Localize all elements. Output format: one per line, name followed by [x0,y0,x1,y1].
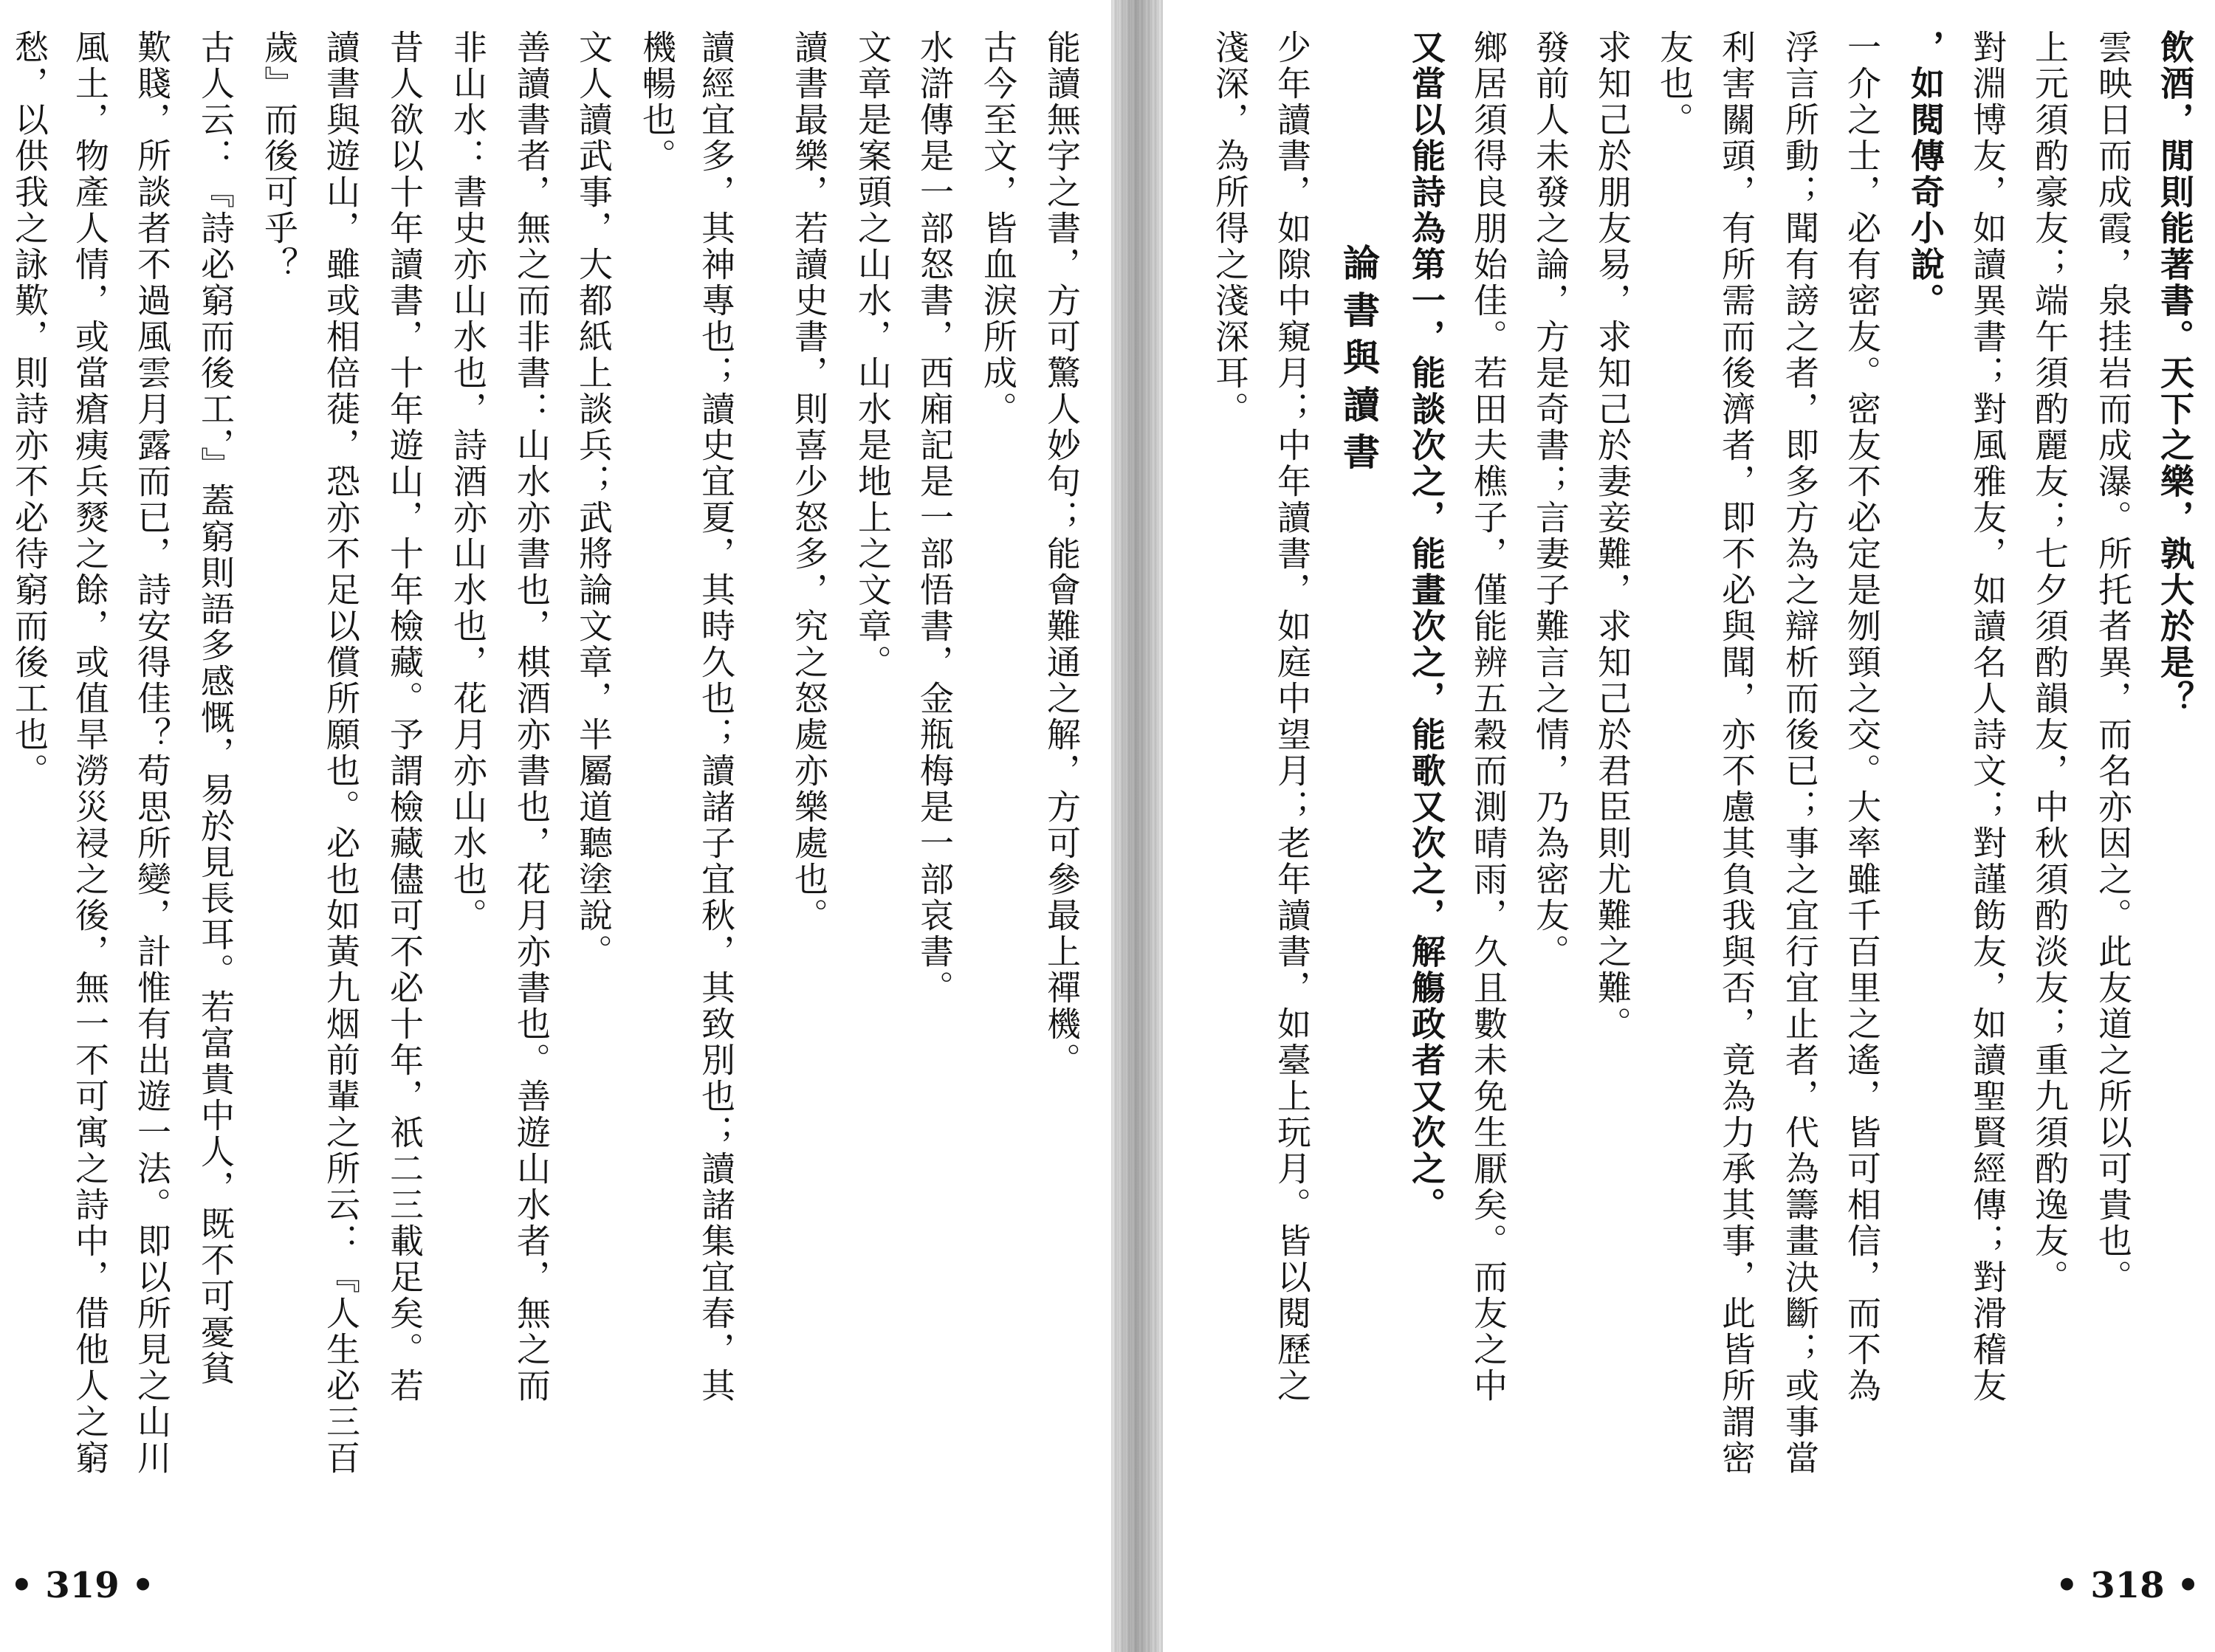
text-column: 歎賤，所談者不過風雲月露而已，詩安得佳？苟思所變，計惟有出遊一法。即以所見之山川 [132,30,172,1476]
text-column: ，如閱傳奇小說。 [1906,30,1946,319]
text-column: 昔人欲以十年讀書，十年遊山，十年檢藏。予謂檢藏儘可不必十年，祇二三載足矣。若 [385,30,425,1404]
text-column: 飲酒，閒則能著書。天下之樂，孰大於是？ [2155,30,2195,717]
text-column: 文章是案頭之山水，山水是地上之文章。 [853,30,893,681]
text-column: 雲映日而成霞，泉挂岩而成瀑。所托者異，而名亦因之。此友道之所以可貴也。 [2093,30,2133,1295]
text-column: 古人云：『詩必窮而後工，』蓋窮則語多感慨，易於見長耳。若富貴中人，既不可憂貧 [196,30,236,1387]
text-column: 又當以能詩為第一，能談次之，能畫次之，能歌又次之，解觴政者又次之。 [1407,30,1446,1223]
text-column: 能讀無字之書，方可驚人妙句；能會難通之解，方可參最上禪機。 [1042,30,1082,1078]
text-column: 求知己於朋友易，求知己於妻妾難，求知己於君臣則尤難之難。 [1593,30,1632,1042]
page-number: • 319 • [10,1565,154,1606]
text-column: 讀經宜多，其神專也；讀史宜夏，其時久也；讀諸子宜秋，其致別也；讀諸集宜春，其 [696,30,736,1404]
text-column: 歲』而後可乎？ [259,30,299,283]
text-column: 讀書最樂，若讀史書，則喜少怒多，究之怒處亦樂處也。 [789,30,829,934]
text-column: 浮言所動；聞有謗之者，即多方為之辯析而後已；事之宜行宜止者，代為籌畫決斷；或事當 [1780,30,1820,1476]
page-318 [1159,0,2215,1652]
text-column: 利害關頭，有所需而後濟者，即不必與聞，亦不慮其負我與否，竟為力承其事，此皆所謂密 [1717,30,1756,1476]
text-column: 善讀書者，無之而非書：山水亦書也，棋酒亦書也，花月亦書也。善遊山水者，無之而 [512,30,552,1404]
text-column: 讀書與遊山，雖或相倍蓰，恐亦不足以償所願也。必也如黃九烟前輩之所云：『人生必三百 [321,30,361,1476]
text-column: 一介之士，必有密友。密友不必定是刎頸之交。大率雖千百里之遙，皆可相信，而不為 [1842,30,1882,1404]
binding-gutter [1111,0,1163,1652]
text-column: 文人讀武事，大都紙上談兵；武將論文章，半屬道聽塗說。 [574,30,614,970]
text-column: 風土，物產人情，或當瘡痍兵燹之餘，或值旱澇災祲之後，無一不可寓之詩中，借他人之窮 [70,30,110,1476]
text-column: 機暢也。 [637,30,677,174]
text-column: 發前人未發之論，方是奇書；言妻子難言之情，乃為密友。 [1531,30,1570,970]
section-heading: 論書與讀書 [1337,244,1381,480]
text-column: 古今至文，皆血淚所成。 [978,30,1018,427]
text-column: 愁，以供我之詠歎，則詩亦不必待窮而後工也。 [10,30,49,789]
text-column: 淺深，為所得之淺深耳。 [1210,30,1250,427]
text-column: 水滸傳是一部怒書，西廂記是一部悟書，金瓶梅是一部哀書。 [915,30,955,1006]
text-column: 鄉居須得良朋始佳。若田夫樵子，僅能辨五穀而測晴雨，久且數未免生厭矣。而友之中 [1469,30,1508,1404]
text-column: 對淵博友，如讀異書；對風雅友，如讀名人詩文；對謹飭友，如讀聖賢經傳；對滑稽友 [1968,30,2008,1404]
text-column: 少年讀書，如隙中窺月；中年讀書，如庭中望月；老年讀書，如臺上玩月。皆以閱歷之 [1272,30,1312,1404]
page-number: • 318 • [2056,1565,2199,1606]
text-column: 非山水：書史亦山水也，詩酒亦山水也，花月亦山水也。 [448,30,488,934]
text-column: 上元須酌豪友；端午須酌麗友；七夕須酌韻友，中秋須酌淡友；重九須酌逸友。 [2030,30,2070,1295]
text-column: 友也。 [1655,30,1694,138]
